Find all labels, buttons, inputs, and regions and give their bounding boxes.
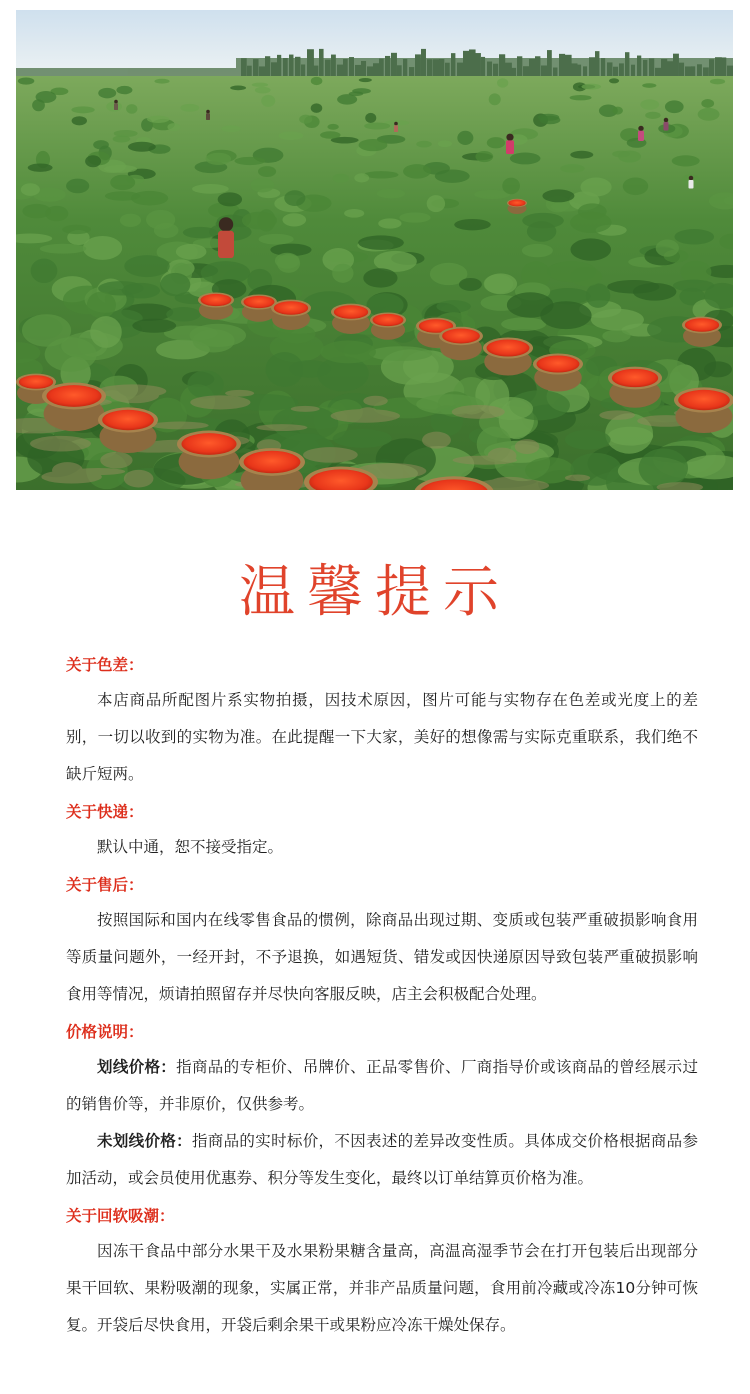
section-text-strikethrough-price — [66, 1049, 698, 1123]
section-heading-color-difference: 关于色差： — [66, 656, 144, 674]
section-text-express — [66, 829, 698, 866]
paragraph-text: 本店商品所配图片系实物拍摄，因技术原因，图片可能与实物存在色差或光度上的差别，一切以收到的实物为准。在此提醒一下大家，美好的想像需与实际克重联系，我们绝不缺斤短两。 — [66, 691, 698, 783]
paragraph-text: 按照国际和国内在线零售食品的惯例，除商品出现过期、变质或包装严重破损影响食用等质量问题外，一经开封，不予退换，如遇短货、错发或因快递原因导致包装严重破损影响食用等情况，烦请拍照留存并尽快向客服反映，店主会积极配合处理。 — [66, 911, 698, 1003]
goji-field-photo — [16, 10, 733, 490]
section-text-after-sales — [66, 902, 698, 1013]
paragraph-label: 划线价格： — [97, 1058, 177, 1076]
paragraph-text: 默认中通，恕不接受指定。 — [97, 838, 284, 856]
section-heading-after-sales: 关于售后： — [66, 876, 144, 894]
section-text-moisture — [66, 1233, 698, 1344]
page-title: 温馨提示 — [239, 560, 511, 625]
paragraph-text: 指商品的专柜价、吊牌价、正品零售价、厂商指导价或该商品的曾经展示过的销售价等，并非原价，仅供参考。 — [66, 1058, 698, 1113]
notice-content — [66, 648, 698, 1344]
section-heading-moisture: 关于回软吸潮： — [66, 1207, 175, 1225]
paragraph-text: 指商品的实时标价，不因表述的差异改变性质。具体成交价格根据商品参加活动，或会员使用优惠券、积分等发生变化，最终以订单结算页价格为准。 — [66, 1132, 698, 1187]
paragraph-label: 未划线价格： — [97, 1132, 192, 1150]
paragraph-text: 因冻干食品中部分水果干及水果粉果糖含量高，高温高湿季节会在打开包装后出现部分果干回软、果粉吸潮的现象，实属正常，并非产品质量问题，食用前冷藏或冷冻10分钟可恢复。开袋后尽快食用，开袋后剩余果干或果粉应冷冻干燥处保存。 — [66, 1242, 698, 1334]
section-text-color-difference — [66, 682, 698, 793]
section-text-current-price — [66, 1123, 698, 1197]
section-heading-express: 关于快递： — [66, 803, 144, 821]
section-heading-price: 价格说明： — [66, 1023, 144, 1041]
